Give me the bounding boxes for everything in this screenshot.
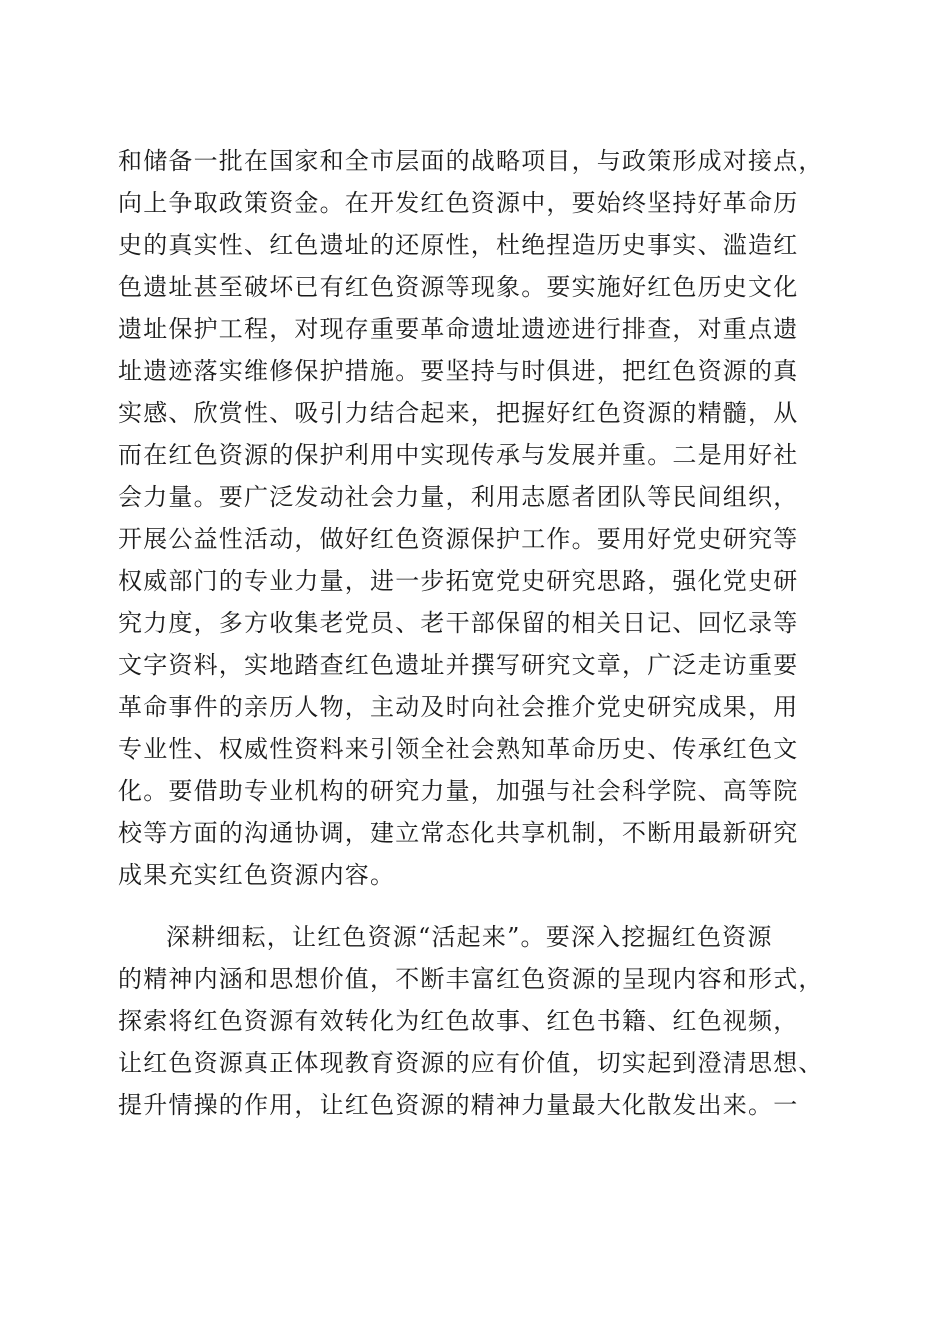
text-line: 文字资料，实地踏查红色遗址并撰写研究文章，广泛走访重要 bbox=[118, 651, 799, 679]
text-line: 革命事件的亲历人物，主动及时向社会推介党史研究成果，用 bbox=[118, 693, 799, 721]
text-line: 和储备一批在国家和全市层面的战略项目，与政策形成对接点， bbox=[118, 147, 824, 175]
text-line: 会力量。要广泛发动社会力量，利用志愿者团队等民间组织， bbox=[118, 483, 799, 511]
text-line: 深耕细耘，让红色资源“活起来”。要深入挖掘红色资源 bbox=[166, 923, 773, 951]
text-line: 实感、欣赏性、吸引力结合起来，把握好红色资源的精髓，从 bbox=[118, 399, 799, 427]
text-line: 而在红色资源的保护利用中实现传承与发展并重。二是用好社 bbox=[118, 441, 799, 469]
text-line: 校等方面的沟通协调，建立常态化共享机制，不断用最新研究 bbox=[118, 819, 799, 847]
text-line: 提升情操的作用，让红色资源的精神力量最大化散发出来。一 bbox=[118, 1091, 799, 1119]
text-line: 化。要借助专业机构的研究力量，加强与社会科学院、高等院 bbox=[118, 777, 799, 805]
text-line: 史的真实性、红色遗址的还原性，杜绝捏造历史事实、滥造红 bbox=[118, 231, 799, 259]
text-line: 探索将红色资源有效转化为红色故事、红色书籍、红色视频， bbox=[118, 1007, 799, 1035]
text-line: 遗址保护工程，对现存重要革命遗址遗迹进行排查，对重点遗 bbox=[118, 315, 799, 343]
paragraph-1 bbox=[118, 140, 858, 896]
paragraph-2 bbox=[118, 916, 858, 1126]
text-line: 向上争取政策资金。在开发红色资源中，要始终坚持好革命历 bbox=[118, 189, 799, 217]
text-line: 色遗址甚至破坏已有红色资源等现象。要实施好红色历史文化 bbox=[118, 273, 799, 301]
text-line: 让红色资源真正体现教育资源的应有价值，切实起到澄清思想、 bbox=[118, 1049, 824, 1077]
text-line: 址遗迹落实维修保护措施。要坚持与时俱进，把红色资源的真 bbox=[118, 357, 799, 385]
text-line: 的精神内涵和思想价值，不断丰富红色资源的呈现内容和形式， bbox=[118, 965, 824, 993]
text-line: 成果充实红色资源内容。 bbox=[118, 861, 396, 889]
text-line: 开展公益性活动，做好红色资源保护工作。要用好党史研究等 bbox=[118, 525, 799, 553]
document-body bbox=[118, 140, 858, 1126]
text-line: 专业性、权威性资料来引领全社会熟知革命历史、传承红色文 bbox=[118, 735, 799, 763]
text-line: 权威部门的专业力量，进一步拓宽党史研究思路，强化党史研 bbox=[118, 567, 799, 595]
text-line: 究力度，多方收集老党员、老干部保留的相关日记、回忆录等 bbox=[118, 609, 799, 637]
paragraph-gap bbox=[118, 896, 858, 916]
